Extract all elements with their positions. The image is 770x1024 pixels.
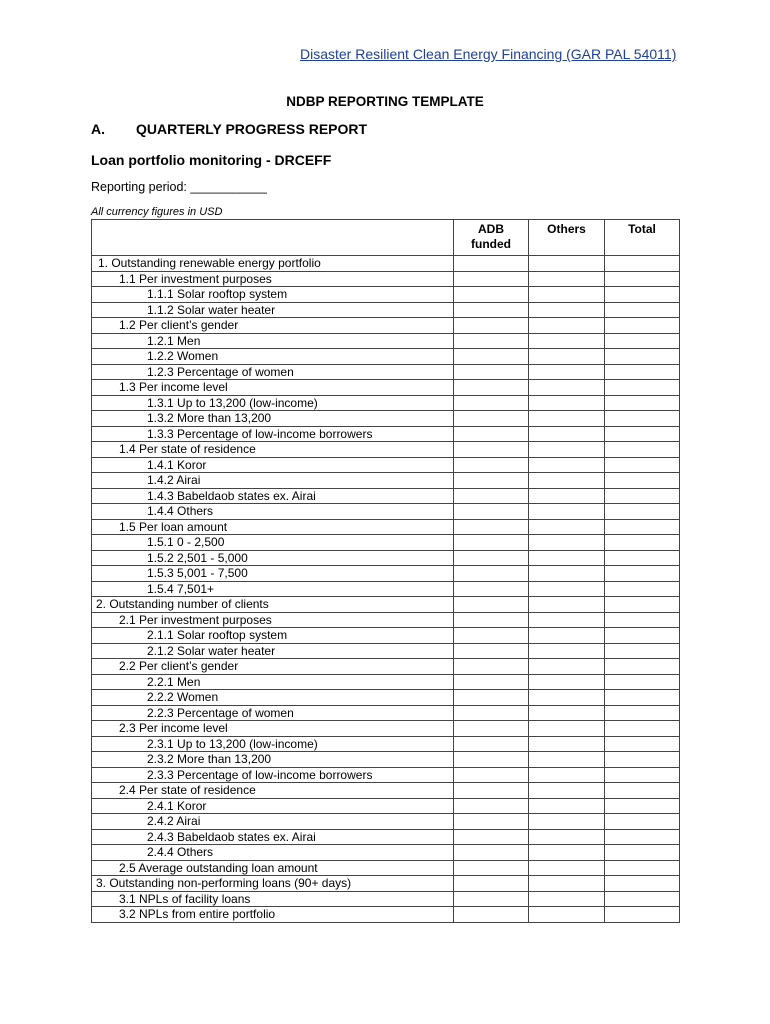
section-heading bbox=[91, 121, 367, 137]
adb-funded-cell[interactable] bbox=[454, 364, 529, 380]
table-body bbox=[92, 256, 680, 923]
adb-funded-cell[interactable] bbox=[454, 907, 529, 923]
table-row bbox=[92, 597, 680, 613]
total-cell[interactable] bbox=[605, 891, 680, 907]
table-row bbox=[92, 488, 680, 504]
adb-funded-cell[interactable] bbox=[454, 333, 529, 349]
program-title-link[interactable]: Disaster Resilient Clean Energy Financing (GAR PAL 54011) bbox=[300, 46, 677, 62]
table-row bbox=[92, 767, 680, 783]
total-cell[interactable] bbox=[605, 643, 680, 659]
others-cell[interactable] bbox=[529, 860, 605, 876]
row-label: 1.3 Per income level bbox=[92, 380, 454, 396]
total-cell[interactable] bbox=[605, 411, 680, 427]
row-label: 1.1.1 Solar rooftop system bbox=[92, 287, 454, 303]
row-label: 1.4.2 Airai bbox=[92, 473, 454, 489]
table-header-row bbox=[92, 220, 680, 256]
table-row bbox=[92, 876, 680, 892]
others-cell[interactable] bbox=[529, 845, 605, 861]
others-cell[interactable] bbox=[529, 907, 605, 923]
others-cell[interactable] bbox=[529, 705, 605, 721]
total-cell[interactable] bbox=[605, 287, 680, 303]
others-cell[interactable] bbox=[529, 364, 605, 380]
total-cell[interactable] bbox=[605, 690, 680, 706]
table-row bbox=[92, 891, 680, 907]
table-row bbox=[92, 566, 680, 582]
adb-funded-cell[interactable] bbox=[454, 612, 529, 628]
others-cell[interactable] bbox=[529, 395, 605, 411]
row-label: 1.2 Per client’s gender bbox=[92, 318, 454, 334]
total-cell[interactable] bbox=[605, 798, 680, 814]
total-cell[interactable] bbox=[605, 705, 680, 721]
others-cell[interactable] bbox=[529, 597, 605, 613]
section-title: QUARTERLY PROGRESS REPORT bbox=[136, 121, 368, 137]
adb-funded-cell[interactable] bbox=[454, 752, 529, 768]
others-cell[interactable] bbox=[529, 736, 605, 752]
others-cell[interactable] bbox=[529, 318, 605, 334]
row-label: 2.2.3 Percentage of women bbox=[92, 705, 454, 721]
others-cell[interactable] bbox=[529, 814, 605, 830]
row-label: 1.1.2 Solar water heater bbox=[92, 302, 454, 318]
total-cell[interactable] bbox=[605, 907, 680, 923]
currency-note: All currency figures in USD bbox=[91, 206, 223, 218]
adb-funded-cell[interactable] bbox=[454, 473, 529, 489]
table-row bbox=[92, 457, 680, 473]
row-label: 2. Outstanding number of clients bbox=[92, 597, 454, 613]
total-cell[interactable] bbox=[605, 364, 680, 380]
total-cell[interactable] bbox=[605, 767, 680, 783]
table-row bbox=[92, 659, 680, 675]
table-row bbox=[92, 349, 680, 365]
total-cell[interactable] bbox=[605, 333, 680, 349]
table-row bbox=[92, 535, 680, 551]
adb-funded-cell[interactable] bbox=[454, 535, 529, 551]
others-cell[interactable] bbox=[529, 891, 605, 907]
total-cell[interactable] bbox=[605, 876, 680, 892]
adb-funded-cell[interactable] bbox=[454, 659, 529, 675]
header-adb-funded bbox=[454, 220, 529, 256]
row-label: 1.4 Per state of residence bbox=[92, 442, 454, 458]
adb-funded-cell[interactable] bbox=[454, 318, 529, 334]
adb-funded-cell[interactable] bbox=[454, 891, 529, 907]
others-cell[interactable] bbox=[529, 256, 605, 272]
row-label: 3.2 NPLs from entire portfolio bbox=[92, 907, 454, 923]
total-cell[interactable] bbox=[605, 581, 680, 597]
adb-funded-cell[interactable] bbox=[454, 705, 529, 721]
others-cell[interactable] bbox=[529, 721, 605, 737]
table-row bbox=[92, 752, 680, 768]
others-cell[interactable] bbox=[529, 829, 605, 845]
table-row bbox=[92, 287, 680, 303]
adb-funded-cell[interactable] bbox=[454, 876, 529, 892]
others-cell[interactable] bbox=[529, 473, 605, 489]
row-label: 1.3.3 Percentage of low-income borrowers bbox=[92, 426, 454, 442]
total-cell[interactable] bbox=[605, 674, 680, 690]
total-cell[interactable] bbox=[605, 860, 680, 876]
table-row bbox=[92, 364, 680, 380]
others-cell[interactable] bbox=[529, 488, 605, 504]
others-cell[interactable] bbox=[529, 333, 605, 349]
others-cell[interactable] bbox=[529, 380, 605, 396]
table-row bbox=[92, 829, 680, 845]
row-label: 2.3 Per income level bbox=[92, 721, 454, 737]
table-row bbox=[92, 256, 680, 272]
others-cell[interactable] bbox=[529, 411, 605, 427]
adb-funded-cell[interactable] bbox=[454, 736, 529, 752]
row-label: 1.2.1 Men bbox=[92, 333, 454, 349]
total-cell[interactable] bbox=[605, 302, 680, 318]
row-label: 2.2.2 Women bbox=[92, 690, 454, 706]
reporting-period: Reporting period: ___________ bbox=[91, 180, 267, 194]
others-cell[interactable] bbox=[529, 643, 605, 659]
adb-funded-cell[interactable] bbox=[454, 488, 529, 504]
row-label: 2.4.2 Airai bbox=[92, 814, 454, 830]
others-cell[interactable] bbox=[529, 612, 605, 628]
others-cell[interactable] bbox=[529, 426, 605, 442]
total-cell[interactable] bbox=[605, 271, 680, 287]
header-adb-line1: ADB bbox=[478, 222, 504, 236]
adb-funded-cell[interactable] bbox=[454, 798, 529, 814]
header-total: Total bbox=[605, 220, 680, 256]
adb-funded-cell[interactable] bbox=[454, 411, 529, 427]
table-row bbox=[92, 271, 680, 287]
total-cell[interactable] bbox=[605, 535, 680, 551]
row-label: 3.1 NPLs of facility loans bbox=[92, 891, 454, 907]
others-cell[interactable] bbox=[529, 442, 605, 458]
adb-funded-cell[interactable] bbox=[454, 597, 529, 613]
header-others: Others bbox=[529, 220, 605, 256]
table-row bbox=[92, 318, 680, 334]
table-row bbox=[92, 612, 680, 628]
row-label: 1.5.1 0 - 2,500 bbox=[92, 535, 454, 551]
adb-funded-cell[interactable] bbox=[454, 349, 529, 365]
total-cell[interactable] bbox=[605, 349, 680, 365]
table-row bbox=[92, 395, 680, 411]
table-row bbox=[92, 333, 680, 349]
adb-funded-cell[interactable] bbox=[454, 643, 529, 659]
table-row bbox=[92, 504, 680, 520]
table-row bbox=[92, 783, 680, 799]
total-cell[interactable] bbox=[605, 550, 680, 566]
table-row bbox=[92, 380, 680, 396]
others-cell[interactable] bbox=[529, 628, 605, 644]
total-cell[interactable] bbox=[605, 721, 680, 737]
others-cell[interactable] bbox=[529, 566, 605, 582]
others-cell[interactable] bbox=[529, 659, 605, 675]
total-cell[interactable] bbox=[605, 597, 680, 613]
total-cell[interactable] bbox=[605, 736, 680, 752]
adb-funded-cell[interactable] bbox=[454, 845, 529, 861]
total-cell[interactable] bbox=[605, 473, 680, 489]
table-row bbox=[92, 674, 680, 690]
adb-funded-cell[interactable] bbox=[454, 442, 529, 458]
table-row bbox=[92, 442, 680, 458]
template-title: NDBP REPORTING TEMPLATE bbox=[286, 94, 484, 109]
row-label: 1.4.4 Others bbox=[92, 504, 454, 520]
total-cell[interactable] bbox=[605, 845, 680, 861]
others-cell[interactable] bbox=[529, 674, 605, 690]
row-label: 1.5 Per loan amount bbox=[92, 519, 454, 535]
row-label: 1.1 Per investment purposes bbox=[92, 271, 454, 287]
others-cell[interactable] bbox=[529, 581, 605, 597]
adb-funded-cell[interactable] bbox=[454, 566, 529, 582]
others-cell[interactable] bbox=[529, 519, 605, 535]
total-cell[interactable] bbox=[605, 380, 680, 396]
total-cell[interactable] bbox=[605, 318, 680, 334]
table-row bbox=[92, 814, 680, 830]
total-cell[interactable] bbox=[605, 488, 680, 504]
total-cell[interactable] bbox=[605, 256, 680, 272]
row-label: 2.4.1 Koror bbox=[92, 798, 454, 814]
adb-funded-cell[interactable] bbox=[454, 814, 529, 830]
total-cell[interactable] bbox=[605, 442, 680, 458]
table-row bbox=[92, 581, 680, 597]
row-label: 1.4.3 Babeldaob states ex. Airai bbox=[92, 488, 454, 504]
row-label: 1.5.2 2,501 - 5,000 bbox=[92, 550, 454, 566]
row-label: 1.3.1 Up to 13,200 (low-income) bbox=[92, 395, 454, 411]
others-cell[interactable] bbox=[529, 457, 605, 473]
row-label: 2.3.3 Percentage of low-income borrowers bbox=[92, 767, 454, 783]
others-cell[interactable] bbox=[529, 690, 605, 706]
row-label: 1.3.2 More than 13,200 bbox=[92, 411, 454, 427]
total-cell[interactable] bbox=[605, 566, 680, 582]
others-cell[interactable] bbox=[529, 752, 605, 768]
row-label: 1.4.1 Koror bbox=[92, 457, 454, 473]
adb-funded-cell[interactable] bbox=[454, 550, 529, 566]
adb-funded-cell[interactable] bbox=[454, 380, 529, 396]
table-row bbox=[92, 473, 680, 489]
others-cell[interactable] bbox=[529, 349, 605, 365]
row-label: 2.1.2 Solar water heater bbox=[92, 643, 454, 659]
row-label: 2.2.1 Men bbox=[92, 674, 454, 690]
total-cell[interactable] bbox=[605, 457, 680, 473]
row-label: 1. Outstanding renewable energy portfolio bbox=[92, 256, 454, 272]
row-label: 2.4 Per state of residence bbox=[92, 783, 454, 799]
row-label: 1.5.3 5,001 - 7,500 bbox=[92, 566, 454, 582]
row-label: 3. Outstanding non-performing loans (90+ days) bbox=[92, 876, 454, 892]
table-row bbox=[92, 798, 680, 814]
table-row bbox=[92, 705, 680, 721]
row-label: 2.1 Per investment purposes bbox=[92, 612, 454, 628]
others-cell[interactable] bbox=[529, 302, 605, 318]
total-cell[interactable] bbox=[605, 659, 680, 675]
adb-funded-cell[interactable] bbox=[454, 860, 529, 876]
total-cell[interactable] bbox=[605, 426, 680, 442]
portfolio-subheading: Loan portfolio monitoring - DRCEFF bbox=[91, 152, 332, 168]
total-cell[interactable] bbox=[605, 395, 680, 411]
adb-funded-cell[interactable] bbox=[454, 271, 529, 287]
row-label: 1.2.3 Percentage of women bbox=[92, 364, 454, 380]
total-cell[interactable] bbox=[605, 783, 680, 799]
adb-funded-cell[interactable] bbox=[454, 721, 529, 737]
section-letter: A. bbox=[91, 121, 105, 137]
table-row bbox=[92, 643, 680, 659]
row-label: 2.4.3 Babeldaob states ex. Airai bbox=[92, 829, 454, 845]
others-cell[interactable] bbox=[529, 287, 605, 303]
adb-funded-cell[interactable] bbox=[454, 829, 529, 845]
total-cell[interactable] bbox=[605, 612, 680, 628]
row-label: 2.4.4 Others bbox=[92, 845, 454, 861]
adb-funded-cell[interactable] bbox=[454, 256, 529, 272]
others-cell[interactable] bbox=[529, 504, 605, 520]
row-label: 2.5 Average outstanding loan amount bbox=[92, 860, 454, 876]
others-cell[interactable] bbox=[529, 783, 605, 799]
adb-funded-cell[interactable] bbox=[454, 628, 529, 644]
row-label: 2.3.1 Up to 13,200 (low-income) bbox=[92, 736, 454, 752]
row-label: 2.2 Per client’s gender bbox=[92, 659, 454, 675]
adb-funded-cell[interactable] bbox=[454, 457, 529, 473]
others-cell[interactable] bbox=[529, 767, 605, 783]
header-adb-line2: funded bbox=[471, 237, 511, 251]
others-cell[interactable] bbox=[529, 271, 605, 287]
table-row bbox=[92, 845, 680, 861]
others-cell[interactable] bbox=[529, 550, 605, 566]
adb-funded-cell[interactable] bbox=[454, 674, 529, 690]
row-label: 2.1.1 Solar rooftop system bbox=[92, 628, 454, 644]
table-row bbox=[92, 907, 680, 923]
adb-funded-cell[interactable] bbox=[454, 581, 529, 597]
total-cell[interactable] bbox=[605, 752, 680, 768]
table-row bbox=[92, 426, 680, 442]
adb-funded-cell[interactable] bbox=[454, 767, 529, 783]
adb-funded-cell[interactable] bbox=[454, 302, 529, 318]
others-cell[interactable] bbox=[529, 535, 605, 551]
total-cell[interactable] bbox=[605, 504, 680, 520]
total-cell[interactable] bbox=[605, 829, 680, 845]
table-row bbox=[92, 721, 680, 737]
adb-funded-cell[interactable] bbox=[454, 426, 529, 442]
adb-funded-cell[interactable] bbox=[454, 519, 529, 535]
header-blank-cell bbox=[92, 220, 454, 256]
adb-funded-cell[interactable] bbox=[454, 690, 529, 706]
table-row bbox=[92, 302, 680, 318]
table-row bbox=[92, 736, 680, 752]
adb-funded-cell[interactable] bbox=[454, 287, 529, 303]
table-row bbox=[92, 860, 680, 876]
table-row bbox=[92, 690, 680, 706]
adb-funded-cell[interactable] bbox=[454, 395, 529, 411]
table-row bbox=[92, 411, 680, 427]
total-cell[interactable] bbox=[605, 628, 680, 644]
table-row bbox=[92, 519, 680, 535]
row-label: 1.5.4 7,501+ bbox=[92, 581, 454, 597]
table-row bbox=[92, 550, 680, 566]
adb-funded-cell[interactable] bbox=[454, 504, 529, 520]
total-cell[interactable] bbox=[605, 519, 680, 535]
others-cell[interactable] bbox=[529, 876, 605, 892]
adb-funded-cell[interactable] bbox=[454, 783, 529, 799]
portfolio-table bbox=[91, 219, 680, 923]
table-row bbox=[92, 628, 680, 644]
others-cell[interactable] bbox=[529, 798, 605, 814]
total-cell[interactable] bbox=[605, 814, 680, 830]
row-label: 1.2.2 Women bbox=[92, 349, 454, 365]
row-label: 2.3.2 More than 13,200 bbox=[92, 752, 454, 768]
